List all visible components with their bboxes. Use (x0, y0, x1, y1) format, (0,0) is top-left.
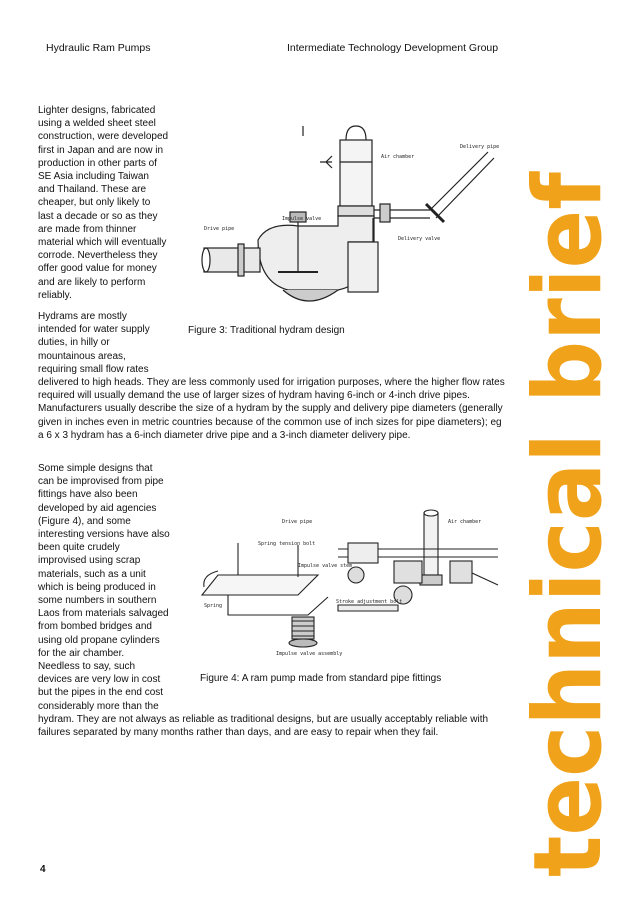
text-line: cheaper, but only likely to (38, 197, 151, 209)
text-line: mountainous areas, (38, 350, 126, 362)
label-delivery-valve: Delivery valve (398, 236, 441, 242)
header-title: Hydraulic Ram Pumps (46, 42, 151, 54)
label-air-chamber-fig4: Air chamber (448, 519, 482, 525)
text-line: improvised using scrap (38, 555, 141, 567)
paragraph-hydrams-intro (38, 310, 150, 376)
label-drive-pipe-fig4: Drive pipe (282, 519, 313, 525)
text-line: fittings have also been (38, 489, 138, 501)
text-line: material which will eventually (38, 237, 167, 249)
text-line: SE Asia including Taiwan (38, 171, 149, 183)
text-line: offer good value for money (38, 263, 157, 275)
label-spring: Spring (204, 603, 223, 609)
figure-3-caption: Figure 3: Traditional hydram design (188, 325, 345, 336)
text-line: using a welded sheet steel (38, 118, 156, 130)
text-line: first in Japan and are now in (38, 144, 164, 156)
technical-brief-text: technical brief (514, 111, 623, 877)
text-line: corrode. Nevertheless they (38, 250, 158, 262)
text-line: Needless to say, such (38, 661, 136, 673)
paragraph-simple-designs-continued: hydram. They are not always as reliable as traditional designs, but are usually acceptably reliable with failures separated by many months rather than days, and are easy to repair when they fail. (38, 714, 489, 739)
text-line: are made from thinner (38, 223, 137, 235)
text-line: and Thailand. These are (38, 184, 147, 196)
text-line: devices are very low in cost (38, 674, 161, 686)
label-air-chamber: Air chamber (381, 154, 415, 160)
figure-3-traditional-hydram-diagram (198, 122, 508, 307)
text-line: production in other parts of (38, 157, 157, 169)
text-line: some numbers in southern (38, 595, 157, 607)
text-line: reliably. (38, 289, 72, 301)
text-line: using old propane cylinders (38, 634, 160, 646)
text-line: duties, in hilly or (38, 337, 110, 349)
text-line: for the air chamber. (38, 647, 125, 659)
label-impulse-valve-assembly: Impulse valve assembly (276, 651, 343, 657)
text-line: last a decade or so as they (38, 210, 158, 222)
text-line: Some simple designs that (38, 463, 153, 474)
text-line: Laos from materials salvaged (38, 608, 169, 620)
text-line: which is being produced in (38, 581, 156, 593)
text-line: can be improvised from pipe (38, 476, 164, 488)
text-line: Lighter designs, fabricated (38, 105, 156, 116)
text-line: been quite crudely (38, 542, 120, 554)
paragraph-lighter-designs (38, 104, 168, 302)
text-line: construction, were developed (38, 131, 169, 143)
figure-4-caption: Figure 4: A ram pump made from standard pipe fittings (200, 673, 442, 684)
figure-4-pipe-fittings-pump-diagram (198, 505, 508, 665)
technical-brief-logo (512, 111, 623, 880)
text-line: and are likely to perform (38, 276, 146, 288)
text-line: developed by aid agencies (38, 502, 157, 514)
text-line: from bombed bridges and (38, 621, 152, 633)
header-organization: Intermediate Technology Development Group (287, 42, 499, 54)
text-line: intended for water supply (38, 324, 150, 336)
text-line: considerably more than the (38, 700, 159, 712)
label-spring-tension-bolt: Spring tension bolt (258, 541, 316, 547)
label-impulse-valve: Impulse valve (282, 216, 322, 222)
text-line: requiring small flow rates (38, 363, 149, 375)
label-delivery-pipe: Delivery pipe (460, 144, 500, 150)
label-stroke-adjustment-bolt: Stroke adjustment bolt (336, 599, 403, 605)
text-line: but the pipes in the end cost (38, 687, 164, 699)
page-number: 4 (40, 864, 46, 875)
text-line: materials, such as a unit (38, 568, 146, 580)
text-line: interesting versions have also (38, 529, 170, 541)
paragraph-hydrams-continued: delivered to high heads. They are less commonly used for irrigation purposes, where the higher flow rates required will usually demand the use of larger sizes of hydram having 6-inch or 4-inch drive pipes. Manufacturers usually describe the size of a hydram by the supply and delivery pipe diameters (generally given in inches even in metric countries because of the common use of inch sizes for pipe diameters); eg a 6 x 3 hydram has a 6-inch diameter drive pipe and a 3-inch diameter delivery pipe. (38, 377, 505, 441)
paragraph-simple-designs (38, 462, 170, 713)
label-drive-pipe: Drive pipe (204, 226, 235, 232)
text-line: Hydrams are mostly (38, 311, 127, 322)
text-line: (Figure 4), and some (38, 515, 131, 527)
label-impulse-valve-stem: Impulse valve stem (298, 563, 353, 569)
